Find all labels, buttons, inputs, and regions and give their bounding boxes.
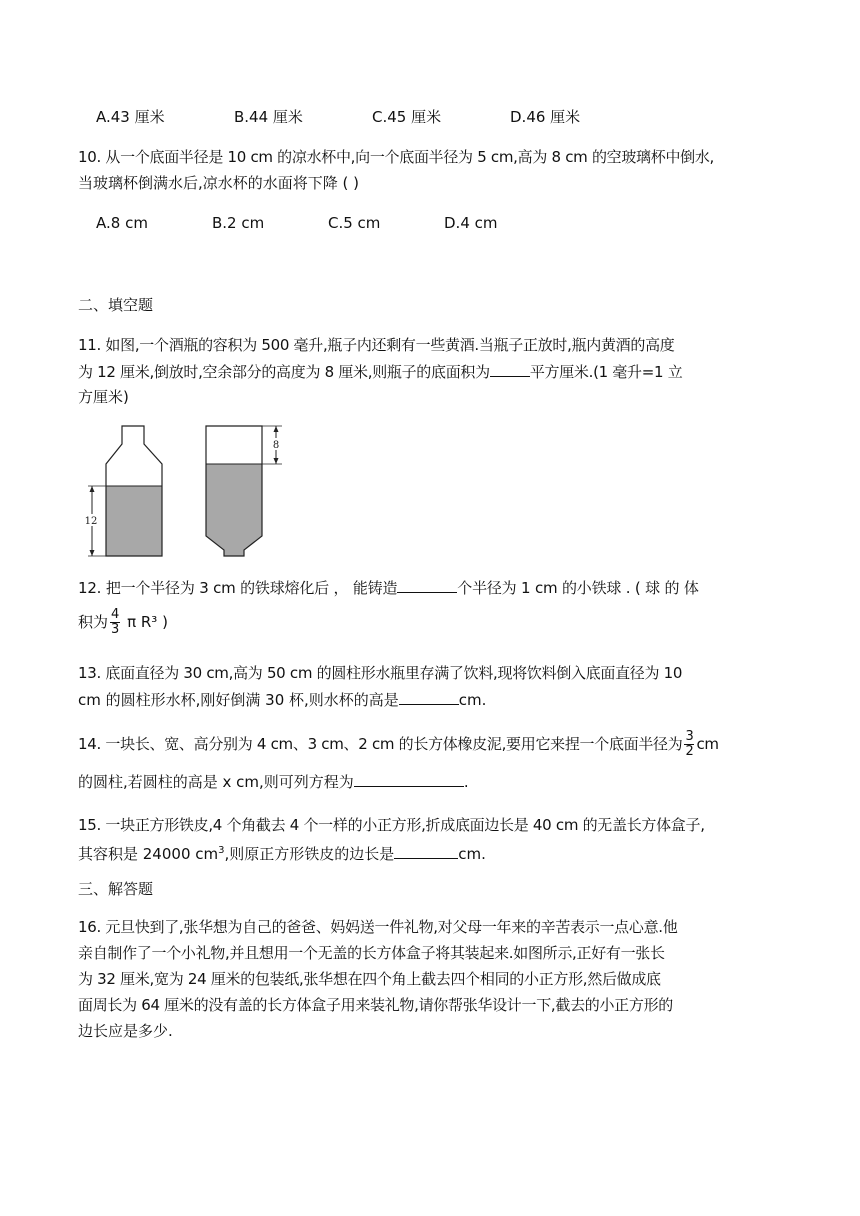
q13-line-1: 13. 底面直径为 30 cm,高为 50 cm 的圆柱形水瓶里存满了饮料,现将饮料倒入底面直径为 10 — [78, 664, 683, 682]
q11-bottle-figure — [78, 420, 308, 560]
q11-line-3: 方厘米) — [78, 388, 129, 406]
q15-text-b: ,则原正方形铁皮的边长是 — [224, 845, 395, 863]
section-3-title: 三、解答题 — [78, 880, 154, 898]
q10-option-c: C.5 cm — [328, 214, 381, 232]
q12-line-1 — [78, 576, 790, 599]
section-2-title: 二、填空题 — [78, 296, 154, 314]
q14-text-d: . — [463, 773, 469, 791]
q14-frac-den: 2 — [685, 744, 694, 759]
q12-text-c: 积为 — [78, 613, 109, 631]
upright-bottle-liquid — [106, 486, 162, 556]
q14-text-c: 的圆柱,若圆柱的高是 x cm,则可列方程为 — [78, 773, 354, 791]
q16-line-2: 亲自制作了一个小礼物,并且想用一个无盖的长方体盒子将其装起来.如图所示,正好有一张长 — [78, 944, 665, 962]
q12-frac-den: 3 — [111, 622, 120, 637]
q13-text-a: cm 的圆柱形水杯,刚好倒满 30 杯,则水杯的高是 — [78, 691, 399, 709]
q14-text-a: 14. 一块长、宽、高分别为 4 cm、3 cm、2 cm 的长方体橡皮泥,要用它来捏一个底面半径为 — [78, 735, 683, 753]
q10-option-a: A.8 cm — [96, 214, 148, 232]
label-8: 8 — [272, 440, 280, 451]
q12-answer-blank[interactable] — [397, 576, 457, 593]
label-12: 12 — [84, 516, 98, 527]
q9-option-d: D.46 厘米 — [510, 108, 581, 126]
q15-text-a: 其容积是 24000 cm — [78, 845, 219, 863]
q16-line-3: 为 32 厘米,宽为 24 厘米的包装纸,张华想在四个角上截去四个相同的小正方形,然后做成底 — [78, 970, 661, 988]
q12-line-2 — [78, 604, 790, 640]
q13-answer-blank[interactable] — [399, 688, 459, 705]
q11-line-1: 11. 如图,一个酒瓶的容积为 500 毫升,瓶子内还剩有一些黄酒.当瓶子正放时,瓶内黄酒的高度 — [78, 336, 675, 354]
q15-superscript: 3 — [218, 845, 225, 856]
q14-line-2 — [78, 770, 790, 793]
q12-text-b: 个半径为 1 cm 的小铁球 . ( 球 的 体 — [457, 579, 699, 597]
q11-text-a: 为 12 厘米,倒放时,空余部分的高度为 8 厘米,则瓶子的底面积为 — [78, 363, 490, 381]
q16-line-4: 面周长为 64 厘米的没有盖的长方体盒子用来装礼物,请你帮张华设计一下,截去的小正方形的 — [78, 996, 673, 1014]
q14-answer-blank[interactable] — [354, 770, 464, 787]
q12-frac-num: 4 — [111, 607, 120, 622]
q10-option-d: D.4 cm — [444, 214, 498, 232]
q16-line-1: 16. 元旦快到了,张华想为自己的爸爸、妈妈送一件礼物,对父母一年来的辛苦表示一点心意.他 — [78, 918, 678, 936]
q10-option-b: B.2 cm — [212, 214, 265, 232]
q11-line-2 — [78, 360, 790, 383]
q10-options — [0, 212, 860, 234]
q16-line-5: 边长应是多少. — [78, 1022, 173, 1040]
q9-option-a: A.43 厘米 — [96, 108, 165, 126]
q15-line-2 — [78, 840, 790, 865]
q11-answer-blank[interactable] — [490, 360, 530, 377]
q9-option-b: B.44 厘米 — [234, 108, 303, 126]
q12-fraction — [110, 608, 120, 637]
q9-options — [0, 106, 860, 128]
q12-text-a: 12. 把一个半径为 3 cm 的铁球熔化后 ， 能铸造 — [78, 579, 398, 597]
q10-line-2: 当玻璃杯倒满水后,凉水杯的水面将下降 ( ) — [78, 174, 360, 192]
q15-text-c: cm. — [458, 845, 486, 863]
q9-option-c: C.45 厘米 — [372, 108, 442, 126]
q15-line-1: 15. 一块正方形铁皮,4 个角截去 4 个一样的小正方形,折成底面边长是 40 cm 的无盖长方体盒子, — [78, 816, 705, 834]
q13-line-2 — [78, 688, 790, 711]
q11-text-b: 平方厘米.(1 毫升=1 立 — [529, 363, 683, 381]
q14-line-1 — [78, 726, 790, 762]
q13-text-b: cm. — [458, 691, 487, 709]
q10-line-1: 10. 从一个底面半径是 10 cm 的凉水杯中,向一个底面半径为 5 cm,高为 8 cm 的空玻璃杯中倒水, — [78, 148, 715, 166]
q15-answer-blank[interactable] — [394, 842, 458, 859]
q14-text-b: cm — [696, 735, 719, 753]
q12-text-d: π R³ ) — [122, 613, 168, 631]
q14-fraction — [684, 730, 694, 759]
q14-frac-num: 3 — [685, 729, 694, 744]
